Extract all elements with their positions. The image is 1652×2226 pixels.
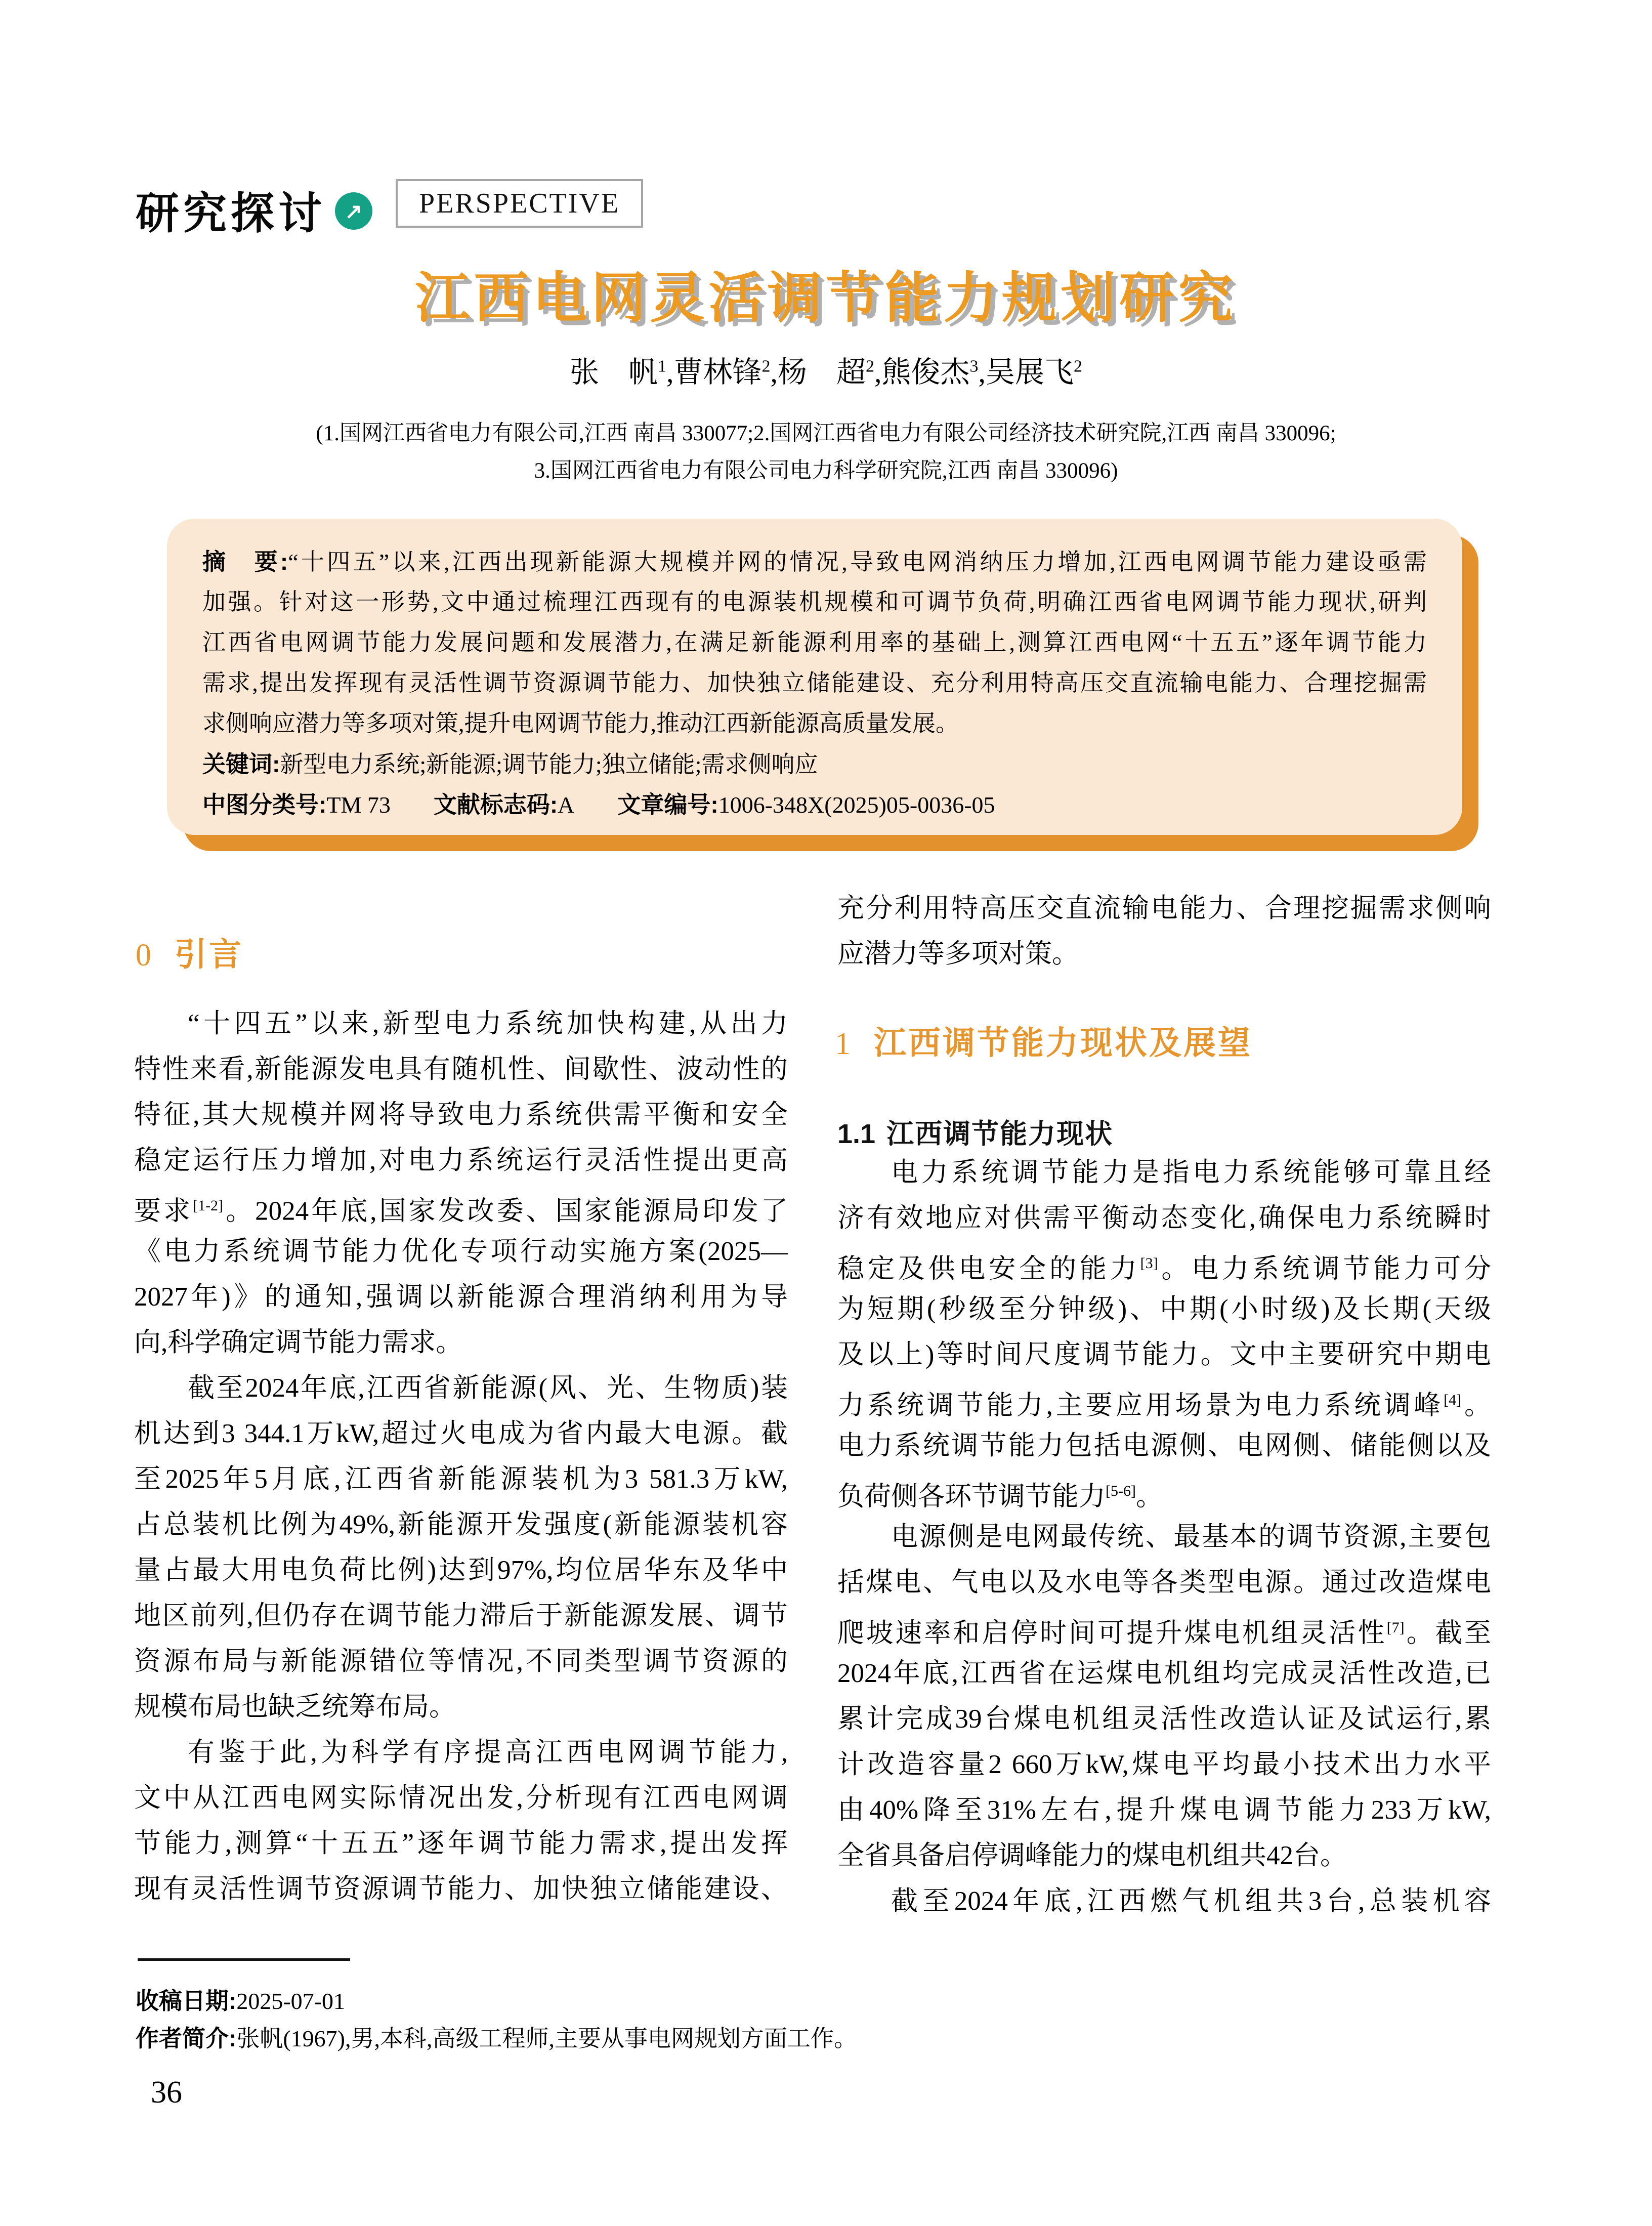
author-affil-sup: 3	[969, 357, 979, 376]
category-label: PERSPECTIVE	[419, 188, 620, 219]
article-title: 江西电网灵活调节能力规划研究	[415, 267, 1237, 328]
text-line: 向,科学确定调节能力需求。	[134, 1328, 463, 1357]
citation-ref: [7]	[1386, 1619, 1405, 1636]
author-name: ,熊俊杰$^3$	[874, 356, 979, 389]
column-channel-label: 研究探讨	[136, 189, 326, 238]
author-name: ,曹林锋$^2$	[666, 356, 771, 389]
doc-code-value: A	[558, 792, 575, 818]
section-number: 1	[835, 1027, 851, 1061]
affiliation-line: 3.国网江西省电力有限公司电力科学研究院,江西 南昌 330096)	[534, 459, 1118, 483]
text-line: 负荷侧各环节调节能力[5-6]。	[837, 1482, 1163, 1511]
text-line: 电力系统调节能力是指电力系统能够可靠且经	[891, 1158, 1491, 1187]
authors-line	[0, 348, 1652, 391]
text-line: 节能力,测算“十五五”逐年调节能力需求,提出发挥	[134, 1829, 788, 1858]
text-line: 现有灵活性调节资源调节能力、加快独立储能建设、	[134, 1874, 788, 1904]
abstract-label: 摘 要:	[202, 549, 288, 575]
author-name: ,吴展飞$^2$	[978, 356, 1083, 389]
text-line: 特征,其大规模并网将导致电力系统供需平衡和安全	[134, 1100, 788, 1129]
left-column	[134, 1001, 788, 1912]
arrow-up-right-icon: ↗	[345, 199, 363, 223]
section-title: 引言	[175, 936, 243, 973]
affiliation-line: (1.国网江西省电力有限公司,江西 南昌 330077;2.国网江西省电力有限公司经济技术研究院,江西 南昌 330096;	[316, 422, 1336, 445]
text-line: 稳定及供电安全的能力[3]。电力系统调节能力可分	[837, 1254, 1492, 1284]
text-line: 要求[1-2]。2024年底,国家发改委、国家能源局印发了	[134, 1196, 788, 1226]
author-affil-sup: 2	[1074, 357, 1083, 376]
author-name: ,杨 超$^2$	[770, 356, 874, 389]
text-line: 充分利用特高压交直流输电能力、合理挖掘需求侧响	[837, 894, 1491, 923]
keywords-label: 关键词:	[202, 751, 280, 777]
author-affil-sup: 1	[657, 357, 666, 376]
page-number: 36	[151, 2075, 182, 2110]
footnote-divider	[138, 1958, 350, 1961]
citation-ref: [1-2]	[193, 1197, 224, 1214]
author-bio-line	[136, 2020, 857, 2053]
text-line: 至2025年5月底,江西省新能源装机为3 581.3万kW,	[134, 1464, 788, 1494]
text-line: 全省具备启停调峰能力的煤电机组共42台。	[837, 1841, 1347, 1870]
author-affil-sup: 2	[761, 357, 771, 376]
text-line: 济有效地应对供需平衡动态变化,确保电力系统瞬时	[837, 1203, 1491, 1233]
right-column-intro	[837, 886, 1491, 977]
text-line: 累计完成39台煤电机组灵活性改造认证及试运行,累	[837, 1704, 1491, 1734]
abstract-line: 江西省电网调节能力发展问题和发展潜力,在满足新能源利用率的基础上,测算江西电网“十五五”逐年调节能力	[202, 629, 1427, 655]
text-line: 电力系统调节能力包括电源侧、电网侧、储能侧以及	[837, 1431, 1491, 1460]
article-id-group: 文章编号:1006-348X(2025)05-0036-05	[617, 791, 995, 818]
text-line: 应潜力等多项对策。	[837, 939, 1079, 969]
arrow-badge	[335, 192, 372, 230]
citation-ref: [5-6]	[1106, 1483, 1136, 1499]
author-bio-text: 张帆(1967),男,本科,高级工程师,主要从事电网规划方面工作。	[236, 2026, 857, 2051]
text-line: 机达到3 344.1万kW,超过火电成为省内最大电源。截	[134, 1419, 788, 1448]
section-heading-1	[835, 1017, 1252, 1064]
text-line: 规模布局也缺乏统筹布局。	[134, 1692, 456, 1721]
right-column	[837, 1150, 1491, 1924]
author-affil-sup: 2	[866, 357, 874, 376]
article-id-value: 1006-348X(2025)05-0036-05	[718, 792, 995, 818]
text-line: 力系统调节能力,主要应用场景为电力系统调峰[4]。	[837, 1391, 1492, 1420]
meta-line	[202, 784, 1427, 825]
text-line: 量占最大用电负荷比例)达到97%,均位居华东及华中	[134, 1556, 788, 1585]
abstract-line: 摘 要:“十四五”以来,江西出现新能源大规模并网的情况,导致电网消纳压力增加,江西电网调节能力建设亟需	[202, 549, 1427, 575]
abstract-line: 求侧响应潜力等多项对策,提升电网调节能力,推动江西新能源高质量发展。	[202, 710, 959, 736]
text-line: 为短期(秒级至分钟级)、中期(小时级)及长期(天级	[837, 1294, 1491, 1324]
subsection-number: 1.1	[837, 1119, 876, 1149]
subsection-heading-1-1	[837, 1112, 1113, 1151]
text-line: 资源布局与新能源错位等情况,不同类型调节资源的	[134, 1647, 788, 1676]
text-line: 有鉴于此,为科学有序提高江西电网调节能力,	[188, 1738, 788, 1767]
citation-ref: [4]	[1444, 1392, 1462, 1408]
abstract-panel	[167, 519, 1462, 835]
text-line: 文中从江西电网实际情况出发,分析现有江西电网调	[134, 1783, 788, 1813]
text-line: 占总装机比例为49%,新能源开发强度(新能源装机容	[134, 1510, 788, 1539]
text-line: 电源侧是电网最传统、最基本的调节资源,主要包	[891, 1522, 1491, 1551]
text-line: 及以上)等时间尺度调节能力。文中主要研究中期电	[837, 1340, 1491, 1369]
text-line: 2024年底,江西省在运煤电机组均完成灵活性改造,已	[837, 1659, 1491, 1688]
section-heading-0	[136, 929, 243, 975]
author-bio-label: 作者简介:	[136, 2025, 237, 2051]
keywords-text: 新型电力系统;新能源;调节能力;独立储能;需求侧响应	[280, 751, 818, 777]
received-date-label: 收稿日期:	[136, 1988, 237, 2014]
text-line: 括煤电、气电以及水电等各类型电源。通过改造煤电	[837, 1568, 1491, 1597]
clc-value: TM 73	[326, 792, 391, 818]
text-line: 稳定运行压力增加,对电力系统运行灵活性提出更高	[134, 1146, 788, 1175]
text-line: 2027年)》的通知,强调以新能源合理消纳利用为导	[134, 1282, 788, 1312]
section-number: 0	[136, 938, 151, 973]
text-line: 计改造容量2 660万kW,煤电平均最小技术出力水平	[837, 1750, 1491, 1779]
text-line: 由40%降至31%左右,提升煤电调节能力233万kW,	[837, 1795, 1491, 1825]
section-title: 江西调节能力现状及展望	[874, 1025, 1252, 1061]
received-date-line	[136, 1983, 345, 2016]
author-name: 张 帆$^1$	[569, 356, 666, 389]
text-line: 特性来看,新能源发电具有随机性、间歇性、波动性的	[134, 1055, 788, 1084]
subsection-title: 江西调节能力现状	[886, 1119, 1114, 1149]
clc-group: 中图分类号:TM 73	[202, 791, 391, 818]
received-date-value: 2025-07-01	[236, 1988, 345, 2014]
text-line: 截至2024年底,江西省新能源(风、光、生物质)装	[188, 1373, 788, 1403]
text-line: 爬坡速率和启停时间可提升煤电机组灵活性[7]。截至	[837, 1618, 1492, 1648]
abstract-line: 需求,提出发挥现有灵活性调节资源调节能力、加快独立储能建设、充分利用特高压交直流输电能力、合理挖掘需	[202, 670, 1427, 696]
citation-ref: [3]	[1140, 1255, 1158, 1272]
keywords-line	[202, 744, 1427, 784]
text-line: 《电力系统调节能力优化专项行动实施方案(2025—	[134, 1237, 788, 1266]
category-badge	[396, 179, 643, 228]
abstract-line: 加强。针对这一形势,文中通过梳理江西现有的电源装机规模和可调节负荷,明确江西省电网调节能力现状,研判	[202, 589, 1427, 615]
text-line: 地区前列,但仍存在调节能力滞后于新能源发展、调节	[134, 1601, 788, 1630]
text-line: “十四五”以来,新型电力系统加快构建,从出力	[188, 1009, 788, 1038]
text-line: 截至2024年底,江西燃气机组共3台,总装机容	[891, 1886, 1491, 1916]
doc-code-group: 文献标志码:A	[433, 791, 575, 818]
